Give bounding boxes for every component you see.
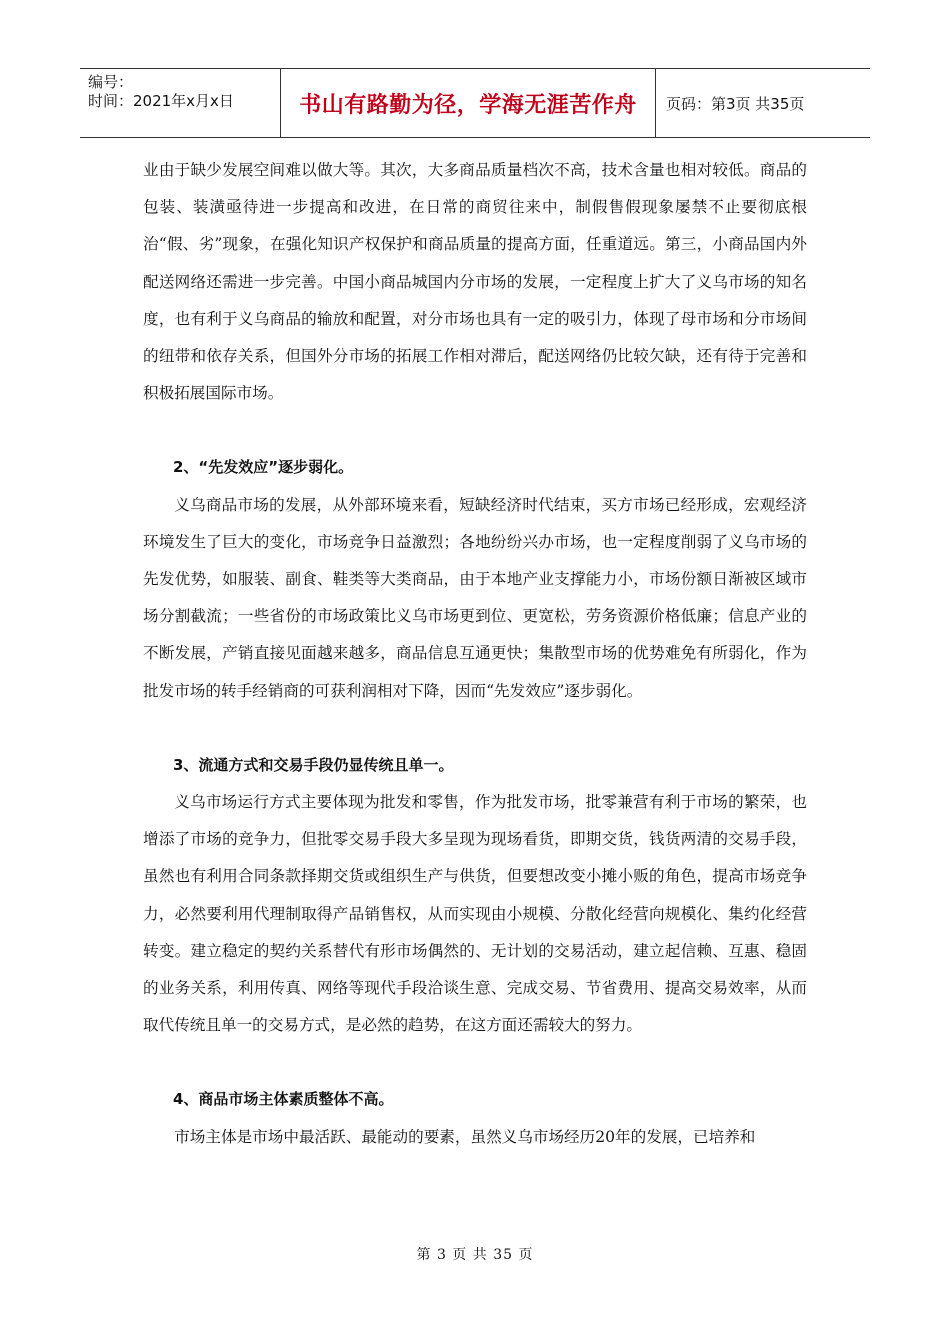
- paragraph-1: 业由于缺少发展空间难以做大等。其次，大多商品质量档次不高，技术含量也相对较低。商品的包装、装潢亟待进一步提高和改进，在日常的商贸往来中，制假售假现象屡禁不止要彻底根治“假、劣”现象，在强化知识产权保护和商品质量的提高方面，任重道远。第三，小商品国内外配送网络还需进一步完善。中国小商品城国内分市场的发展，一定程度上扩大了义乌市场的知名度，也有利于义乌商品的输放和配置，对分市场也具有一定的吸引力，体现了母市场和分市场间的纽带和依存关系，但国外分市场的拓展工作相对滞后，配送网络仍比较欠缺，还有待于完善和积极拓展国际市场。: [143, 161, 807, 403]
- paragraph-2: 义乌商品市场的发展，从外部环境来看，短缺经济时代结束，买方市场已经形成，宏观经济环境发生了巨大的变化，市场竞争日益激烈；各地纷纷兴办市场，也一定程度削弱了义乌市场的先发优势，如服装、副食、鞋类等大类商品，由于本地产业支撑能力小，市场份额日渐被区域市场分割截流；一些省份的市场政策比义乌市场更到位、更宽松，劳务资源价格低廉；信息产业的不断发展，产销直接见面越来越多，商品信息互通更快；集散型市场的优势难免有所弱化，作为批发市场的转手经销商的可获利润相对下降，因而“先发效应”逐步弱化。: [143, 495, 807, 700]
- paragraph-4: 市场主体是市场中最活跃、最能动的要素，虽然义乌市场经历20年的发展，已培养和: [174, 1127, 756, 1146]
- page-header: [80, 68, 870, 138]
- document-code-label: 编号：: [88, 73, 134, 91]
- header-page-info: 页码：第3页 共35页: [666, 94, 805, 113]
- document-body: [143, 152, 807, 1156]
- header-meta: [80, 69, 280, 137]
- section-heading-2: 2、“先发效应”逐步弱化。: [173, 458, 354, 477]
- section-heading-4: 4、商品市场主体素质整体不高。: [173, 1090, 394, 1109]
- paragraph-3: 义乌市场运行方式主要体现为批发和零售，作为批发市场，批零兼营有利于市场的繁荣，也增添了市场的竞争力，但批零交易手段大多呈现为现场看货，即期交货，钱货两清的交易手段，虽然也有利用合同条款择期交货或组织生产与供货，但要想改变小摊小贩的角色，提高市场竞争力，必然要利用代理制取得产品销售权，从而实现由小规模、分散化经营向规模化、集约化经营转变。建立稳定的契约关系替代有形市场偶然的、无计划的交易活动，建立起信赖、互惠、稳固的业务关系，利用传真、网络等现代手段洽谈生意、完成交易、节省费用、提高交易效率，从而取代传统且单一的交易方式，是必然的趋势，在这方面还需较大的努力。: [143, 793, 807, 1035]
- section-heading-3: 3、流通方式和交易手段仍显传统且单一。: [173, 755, 454, 774]
- header-motto: 书山有路勤为径，学海无涯苦作舟: [280, 69, 656, 137]
- page-footer: 第 3 页 共 35 页: [416, 1247, 534, 1263]
- document-date: 时间：2021年x月x日: [88, 92, 234, 110]
